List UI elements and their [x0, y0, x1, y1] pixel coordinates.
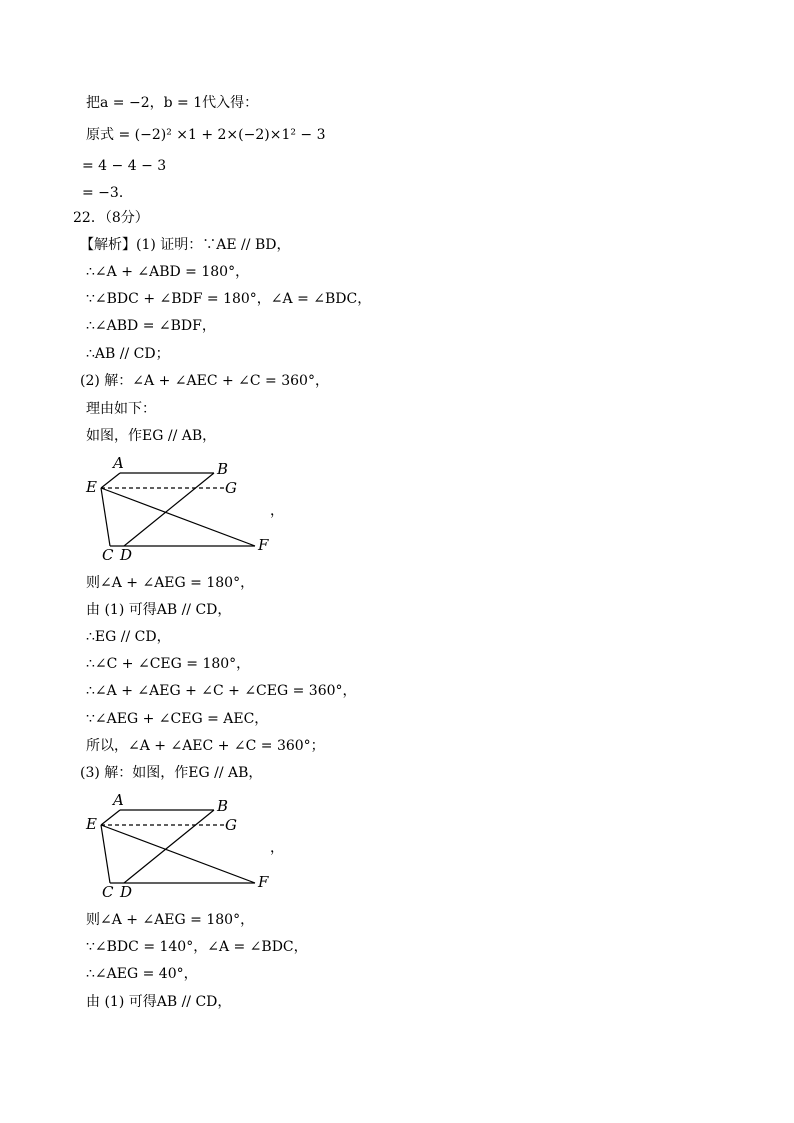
text-line: 把a = −2，b = 1代入得： — [86, 95, 259, 111]
segment-ae — [101, 810, 120, 825]
text-line: 所以，∠A + ∠AEC + ∠C = 360°； — [86, 738, 325, 754]
text-line: ∴∠ABD = ∠BDF， — [86, 318, 216, 334]
text-line: ∴∠AEG = 40°， — [86, 966, 198, 982]
text-line: (2) 解：∠A + ∠AEC + ∠C = 360°， — [80, 373, 329, 389]
text-line: 原式 = (−2)² ×1 + 2×(−2)×1² − 3 — [86, 127, 326, 143]
text-line: 如图，作EG // AB， — [86, 428, 217, 444]
label-b: B — [217, 460, 229, 478]
label-f: F — [258, 873, 269, 891]
text-line: ∵∠BDC + ∠BDF = 180°，∠A = ∠BDC， — [86, 291, 372, 307]
text-line: 理由如下： — [86, 401, 156, 417]
geometry-figure-2-svg — [80, 789, 300, 901]
text-line: = 4 − 4 − 3 — [82, 158, 167, 174]
label-e: E — [86, 478, 97, 496]
label-d: D — [120, 883, 133, 901]
segment-bd — [124, 810, 214, 883]
segment-ec — [101, 488, 110, 546]
text-line: ∵∠BDC = 140°，∠A = ∠BDC， — [86, 939, 308, 955]
text-line: 则∠A + ∠AEG = 180°， — [86, 575, 255, 591]
text-line: ∴∠A + ∠AEG + ∠C + ∠CEG = 360°， — [86, 683, 357, 699]
segment-ec — [101, 825, 110, 883]
label-c: C — [102, 546, 114, 564]
text-line: ∴∠A + ∠ABD = 180°， — [86, 264, 250, 280]
label-c: C — [102, 883, 114, 901]
text-line: 则∠A + ∠AEG = 180°， — [86, 912, 255, 928]
geometry-figure-1 — [80, 452, 300, 568]
text-line: (3) 解：如图，作EG // AB， — [80, 765, 263, 781]
text-line: 由 (1) 可得AB // CD， — [86, 994, 232, 1010]
label-f: F — [258, 536, 269, 554]
text-line: 由 (1) 可得AB // CD， — [86, 602, 232, 618]
segment-bd — [124, 473, 214, 546]
label-a: A — [113, 791, 124, 809]
text-line: 【解析】(1) 证明：∵AE // BD， — [80, 237, 291, 253]
segment-ae — [101, 473, 120, 488]
text-line: = −3． — [82, 185, 133, 201]
label-d: D — [120, 546, 133, 564]
label-g: G — [225, 816, 237, 834]
label-e: E — [86, 815, 97, 833]
text-line: ∴AB // CD； — [86, 346, 170, 362]
label-a: A — [113, 454, 124, 472]
geometry-figure-1-svg — [80, 452, 300, 564]
figure-comma: ， — [270, 840, 284, 856]
geometry-figure-2 — [80, 789, 300, 905]
text-line: ∴EG // CD， — [86, 629, 171, 645]
text-line: ∵∠AEG + ∠CEG = AEC， — [86, 711, 269, 727]
figure-comma: ， — [270, 503, 284, 519]
text-line: ∴∠C + ∠CEG = 180°， — [86, 656, 251, 672]
label-g: G — [225, 479, 237, 497]
label-b: B — [217, 797, 229, 815]
question-number: 22．（8分） — [73, 210, 149, 226]
